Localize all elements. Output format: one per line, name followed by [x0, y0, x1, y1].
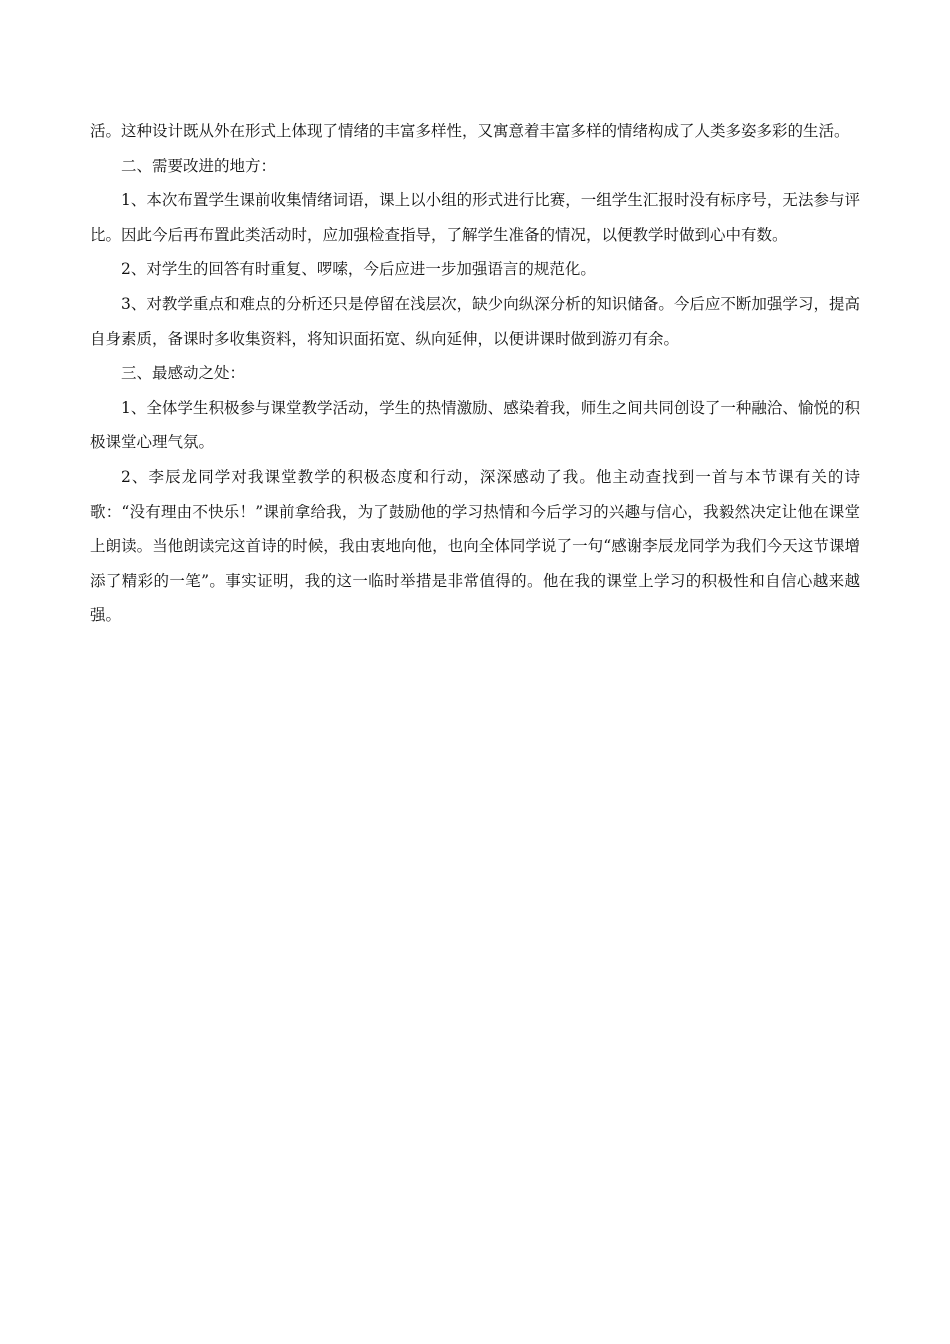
improvement-item-1: 1、本次布置学生课前收集情绪词语，课上以小组的形式进行比赛，一组学生汇报时没有标序号，无法参与评比。因此今后再布置此类活动时，应加强检查指导，了解学生准备的情况，以便教学时做到心中有数。: [90, 191, 860, 244]
section-heading-moving: 三、最感动之处：: [121, 364, 246, 383]
paragraph-continuation: 活。这种设计既从外在形式上体现了情绪的丰富多样性，又寓意着丰富多样的情绪构成了人类多姿多彩的生活。: [90, 122, 850, 140]
improvement-item-2: 2、对学生的回答有时重复、啰嗦，今后应进一步加强语言的规范化。: [121, 260, 596, 279]
moving-item-1: 1、全体学生积极参与课堂教学活动，学生的热情激励、感染着我，师生之间共同创设了一种融洽、愉悦的积极课堂心理气氛。: [90, 398, 860, 452]
moving-item-2: 2、李辰龙同学对我课堂教学的积极态度和行动，深深感动了我。他主动查找到一首与本节课有关的诗歌：“没有理由不快乐！”课前拿给我，为了鼓励他的学习热情和今后学习的兴趣与信心，我毅然决定让他在课堂上朗读。当他朗读完这首诗的时候，我由衷地向他，也向全体同学说了一句“感谢李辰龙同学为我们今天这节课增添了精彩的一笔”。事实证明，我的这一临时举措是非常值得的。他在我的课堂上学习的积极性和自信心越来越强。: [90, 467, 860, 625]
improvement-item-3: 3、对教学重点和难点的分析还只是停留在浅层次，缺少向纵深分析的知识储备。今后应不断加强学习，提高自身素质，备课时多收集资料，将知识面拓宽、纵向延伸，以便讲课时做到游刃有余。: [90, 294, 860, 348]
document-body: [90, 114, 860, 633]
section-heading-improvements: 二、需要改进的地方：: [121, 156, 277, 175]
